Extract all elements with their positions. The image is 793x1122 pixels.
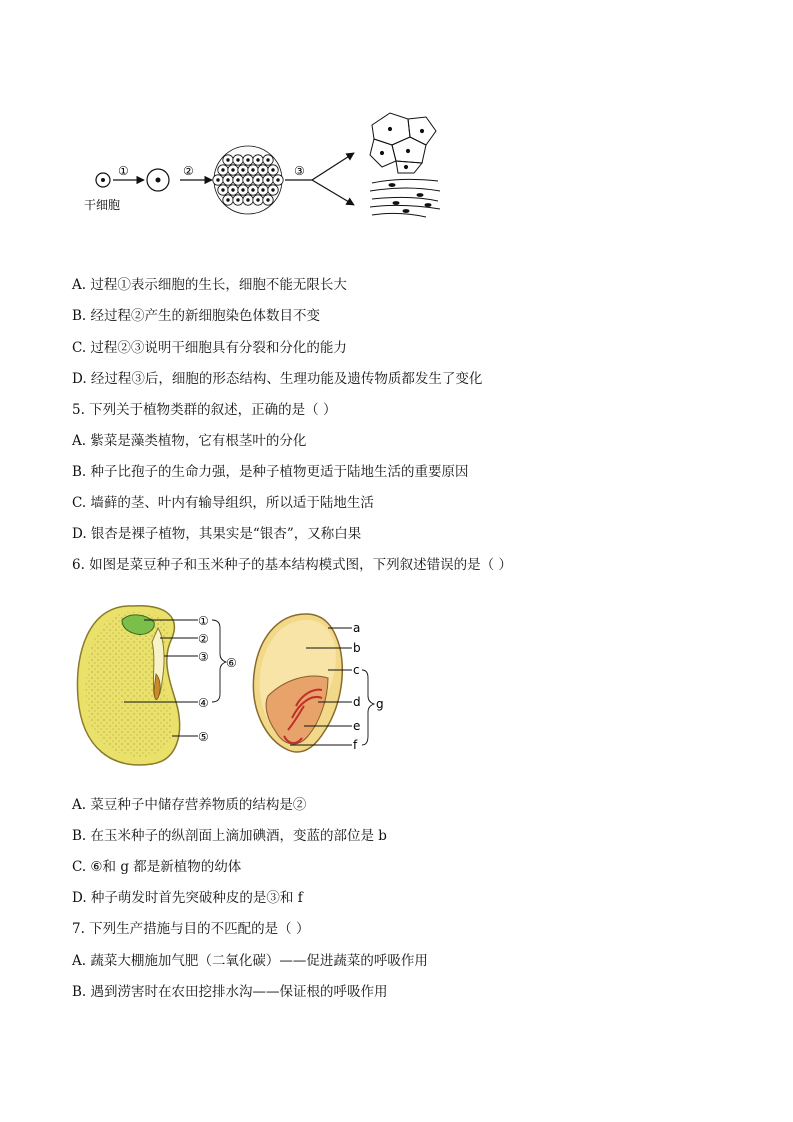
differentiated-elongated-cells bbox=[370, 179, 440, 217]
corn-label-f: f bbox=[353, 738, 358, 752]
corn-label-b: b bbox=[353, 641, 361, 655]
q6-option-a[interactable]: A. 菜豆种子中储存营养物质的结构是② bbox=[72, 797, 307, 813]
cell-cluster bbox=[213, 146, 283, 214]
bean-seed-diagram bbox=[72, 598, 252, 773]
corn-label-e: e bbox=[353, 719, 361, 733]
q7-option-a[interactable]: A. 蔬菜大棚施加气肥（二氧化碳）——促进蔬菜的呼吸作用 bbox=[72, 953, 428, 969]
q7-option-b[interactable]: B. 遇到涝害时在农田挖排水沟——保证根的呼吸作用 bbox=[72, 984, 388, 1000]
step-3-label: ③ bbox=[294, 164, 305, 178]
stem-cell-diagram bbox=[80, 105, 450, 230]
q6-stem: 6. 如图是菜豆种子和玉米种子的基本结构模式图，下列叙述错误的是（ ） bbox=[72, 557, 512, 573]
q7-stem: 7. 下列生产措施与目的不匹配的是（ ） bbox=[72, 921, 310, 937]
stem-cell bbox=[96, 173, 110, 187]
q5-option-a[interactable]: A. 紫菜是藻类植物，它有根茎叶的分化 bbox=[72, 433, 307, 449]
corn-seed-diagram bbox=[244, 608, 394, 758]
corn-label-a: a bbox=[353, 621, 361, 635]
bean-label-2: ② bbox=[198, 632, 209, 646]
corn-label-d: d bbox=[353, 695, 361, 709]
differentiated-polygonal-cells bbox=[370, 113, 436, 173]
bean-label-4: ④ bbox=[198, 696, 209, 710]
corn-label-c: c bbox=[353, 663, 360, 677]
q4-option-d[interactable]: D. 经过程③后，细胞的形态结构、生理功能及遗传物质都发生了变化 bbox=[72, 371, 483, 387]
step-1-label: ① bbox=[118, 164, 129, 178]
step-2-label: ② bbox=[183, 164, 194, 178]
q4-option-b[interactable]: B. 经过程②产生的新细胞染色体数目不变 bbox=[72, 308, 321, 324]
bean-label-6: ⑥ bbox=[226, 656, 237, 670]
q5-option-c[interactable]: C. 墙藓的茎、叶内有输导组织，所以适于陆地生活 bbox=[72, 495, 374, 511]
stem-cell-label: 干细胞 bbox=[84, 198, 121, 212]
corn-label-g: g bbox=[376, 697, 384, 711]
q6-option-b[interactable]: B. 在玉米种子的纵剖面上滴加碘酒，变蓝的部位是 b bbox=[72, 828, 387, 844]
q6-option-d[interactable]: D. 种子萌发时首先突破种皮的是③和 f bbox=[72, 890, 303, 906]
q5-option-b[interactable]: B. 种子比孢子的生命力强，是种子植物更适于陆地生活的重要原因 bbox=[72, 464, 469, 480]
bean-label-3: ③ bbox=[198, 650, 209, 664]
bean-label-1: ① bbox=[198, 614, 209, 628]
q5-option-d[interactable]: D. 银杏是裸子植物，其果实是“银杏”，又称白果 bbox=[72, 526, 362, 542]
q6-option-c[interactable]: C. ⑥和 g 都是新植物的幼体 bbox=[72, 859, 242, 875]
q5-stem: 5. 下列关于植物类群的叙述，正确的是（ ） bbox=[72, 402, 337, 418]
bean-label-5: ⑤ bbox=[198, 730, 209, 744]
q4-option-a[interactable]: A. 过程①表示细胞的生长，细胞不能无限长大 bbox=[72, 277, 347, 293]
grown-cell bbox=[147, 169, 169, 191]
q4-option-c[interactable]: C. 过程②③说明干细胞具有分裂和分化的能力 bbox=[72, 340, 347, 356]
